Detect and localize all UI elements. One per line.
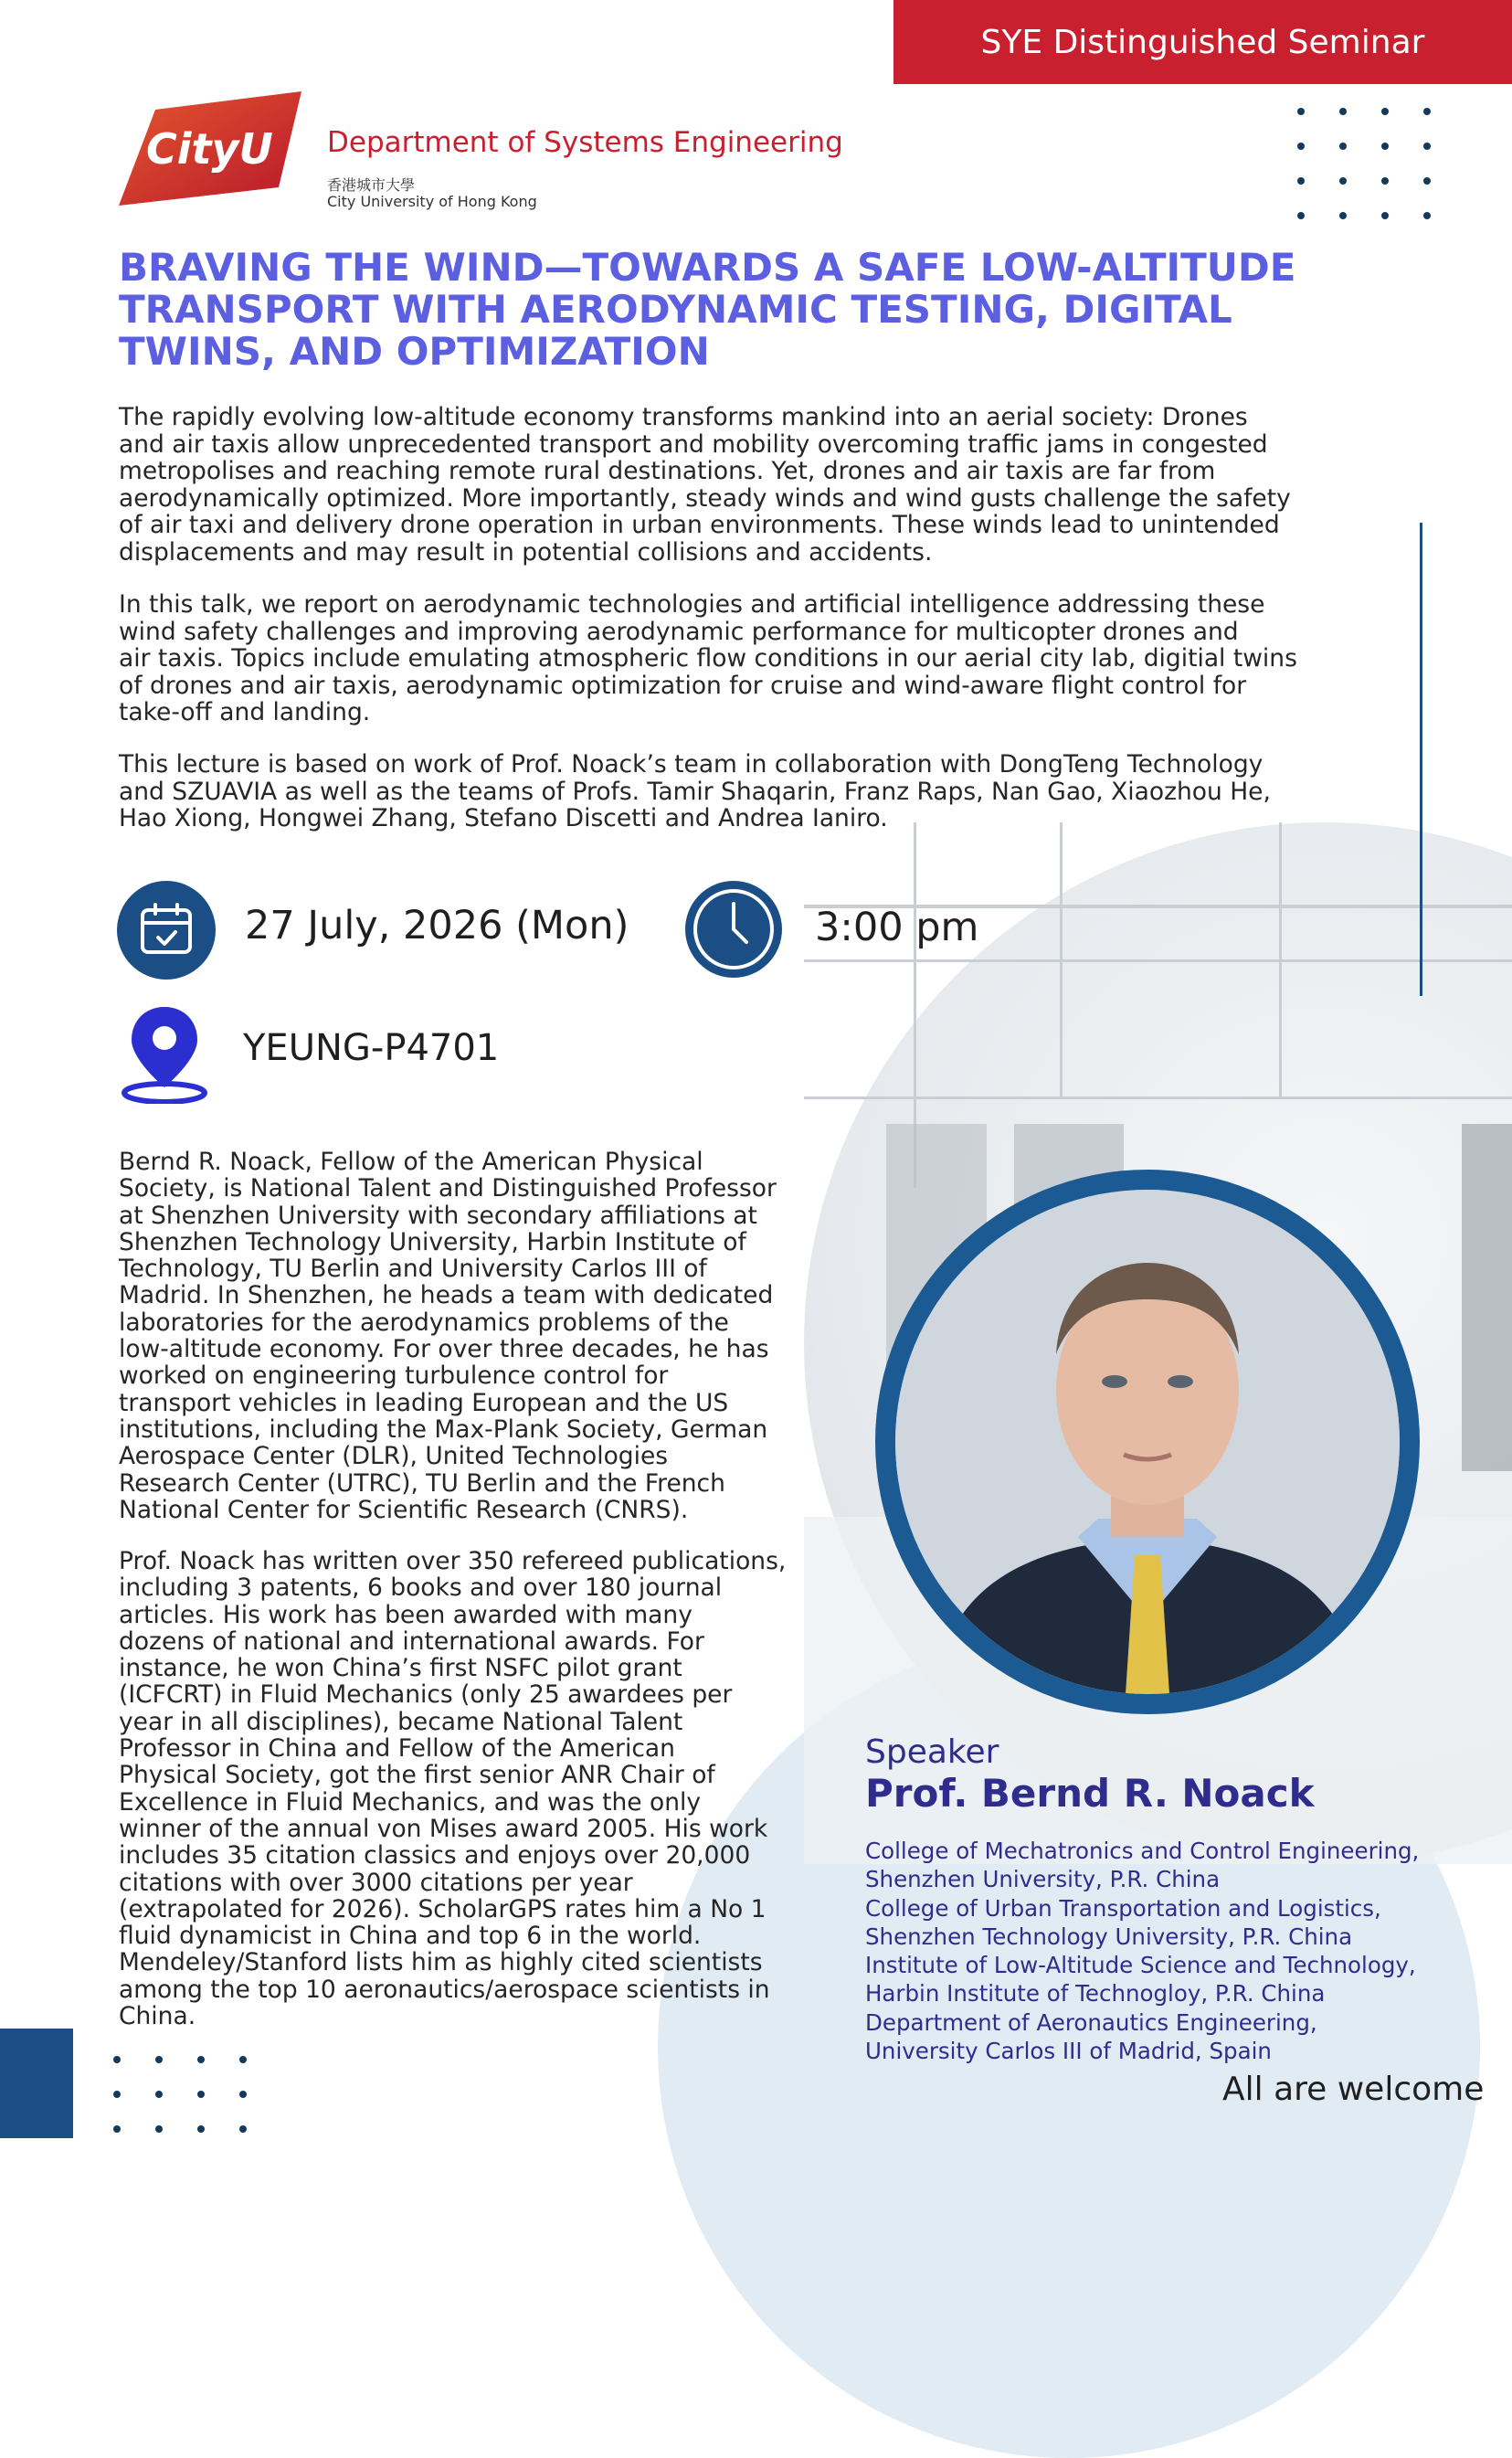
text-line: Hao Xiong, Hongwei Zhang, Stefano Discetti and Andrea Ianiro.	[119, 804, 888, 832]
text-line: Madrid. In Shenzhen, he heads a team with dedicated	[119, 1281, 774, 1310]
title-line: TWINS, AND OPTIMIZATION	[119, 329, 710, 374]
title-line: TRANSPORT WITH AERODYNAMIC TESTING, DIGITAL	[119, 287, 1232, 332]
bio-paragraph-1	[119, 1149, 841, 1523]
cityu-logo	[119, 91, 306, 206]
department-name: Department of Systems Engineering	[327, 126, 843, 159]
abstract-paragraph-3	[119, 751, 1398, 832]
text-line: air taxis. Topics include emulating atmospheric flow conditions in our aerial city lab, digitial twins	[119, 644, 1297, 673]
logo-text: CityU	[146, 124, 273, 174]
decorative-dot-grid-bottom	[113, 2056, 247, 2133]
speaker-photo	[895, 1190, 1400, 1694]
text-line: Society, is National Talent and Distinguished Professor	[119, 1174, 777, 1203]
abstract-paragraph-1	[119, 404, 1398, 566]
text-line: and air taxis allow unprecedented transport and mobility overcoming traffic jams in congested	[119, 429, 1268, 459]
text-line: among the top 10 aeronautics/aerospace scientists in	[119, 1975, 770, 2004]
text-line: In this talk, we report on aerodynamic technologies and artificial intelligence addressing these	[119, 590, 1265, 619]
text-line: of air taxi and delivery drone operation in urban environments. These winds lead to unintended	[119, 511, 1280, 539]
affiliation-line: Department of Aeronautics Engineering,	[865, 2008, 1317, 2036]
affiliation-line: College of Mechatronics and Control Engineering,	[865, 1838, 1420, 1864]
text-line: Research Center (UTRC), TU Berlin and the French	[119, 1468, 725, 1498]
text-line: and SZUAVIA as well as the teams of Profs. Tamir Shaqarin, Franz Raps, Nan Gao, Xiaozhou He,	[119, 777, 1271, 806]
text-line: year in all disciplines), became National Talent	[119, 1707, 683, 1736]
affiliation-line: University Carlos III of Madrid, Spain	[865, 2038, 1272, 2065]
affiliation-line: Institute of Low-Altitude Science and Technology,	[865, 1952, 1416, 1979]
text-line: take-off and landing.	[119, 698, 371, 726]
text-line: at Shenzhen University with secondary affiliations at	[119, 1201, 757, 1230]
welcome-note: All are welcome	[1222, 2071, 1485, 2108]
text-line: institutions, including the Max-Plank Society, German	[119, 1414, 768, 1444]
text-line: Technology, TU Berlin and University Carlos III of	[119, 1255, 707, 1284]
text-line: including 3 patents, 6 books and over 180 journal	[119, 1573, 723, 1603]
text-line: wind safety challenges and improving aerodynamic performance for multicopter drones and	[119, 617, 1239, 646]
affiliation-line: Shenzhen Technology University, P.R. China	[865, 1923, 1353, 1950]
seminar-title	[119, 247, 1334, 373]
event-venue: YEUNG-P4701	[243, 1027, 500, 1069]
location-pin-icon	[119, 1003, 210, 1104]
text-line: articles. His work has been awarded with many	[119, 1600, 693, 1629]
event-date: 27 July, 2026 (Mon)	[245, 903, 629, 948]
seminar-banner: SYE Distinguished Seminar	[893, 0, 1512, 84]
event-time: 3:00 pm	[815, 905, 979, 950]
text-line: metropolises and reaching remote rural destinations. Yet, drones and air taxis are far from	[119, 457, 1216, 485]
speaker-photo-frame	[875, 1170, 1420, 1714]
text-line: citations with over 3000 citations per year	[119, 1868, 633, 1897]
decorative-vertical-line	[1420, 523, 1422, 996]
text-line: worked on engineering turbulence control for	[119, 1361, 669, 1391]
calendar-icon	[117, 881, 216, 980]
text-line: Physical Society, got the first senior ANR Chair of	[119, 1761, 715, 1790]
university-name-chinese: 香港城市大學	[327, 176, 416, 194]
text-line: National Center for Scientific Research (CNRS).	[119, 1495, 689, 1524]
clock-icon	[685, 881, 782, 978]
title-line: BRAVING THE WIND—TOWARDS A SAFE LOW-ALTITUDE	[119, 245, 1296, 290]
text-line: The rapidly evolving low-altitude economy transforms mankind into an aerial society: Drones	[119, 403, 1248, 431]
text-line: of drones and air taxis, aerodynamic optimization for cruise and wind-aware flight control for	[119, 671, 1247, 700]
text-line: China.	[119, 2002, 196, 2031]
speaker-name: Prof. Bernd R. Noack	[865, 1771, 1315, 1816]
affiliation-line: Harbin Institute of Technogloy, P.R. China	[865, 1980, 1326, 2008]
text-line: instance, he won China’s first NSFC pilot grant	[119, 1654, 682, 1683]
text-line: winner of the annual von Mises award 2005. His work	[119, 1814, 768, 1843]
text-line: Excellence in Fluid Mechanics, and was the only	[119, 1787, 702, 1817]
text-line: aerodynamically optimized. More importantly, steady winds and wind gusts challenge the safety	[119, 483, 1291, 513]
text-line: (ICFCRT) in Fluid Mechanics (only 25 awardees per	[119, 1680, 733, 1710]
decorative-corner-bar	[0, 2029, 73, 2138]
text-line: (extrapolated for 2026). ScholarGPS rates him a No 1	[119, 1894, 767, 1923]
text-line: transport vehicles in leading European and the US	[119, 1388, 729, 1417]
text-line: Prof. Noack has written over 350 refereed publications,	[119, 1547, 787, 1575]
affiliation-line: Shenzhen University, P.R. China	[865, 1866, 1221, 1893]
text-line: displacements and may result in potential collisions and accidents.	[119, 537, 933, 567]
text-line: laboratories for the aerodynamics problems of the	[119, 1308, 729, 1337]
text-line: Shenzhen Technology University, Harbin Institute of	[119, 1227, 746, 1256]
abstract-paragraph-2	[119, 591, 1398, 726]
text-line: fluid dynamicist in China and top 6 in the world.	[119, 1922, 702, 1951]
text-line: Aerospace Center (DLR), United Technologies	[119, 1442, 669, 1471]
university-name-english: City University of Hong Kong	[327, 193, 537, 210]
text-line: dozens of national and international awards. For	[119, 1626, 704, 1656]
bio-paragraph-2	[119, 1548, 841, 2029]
text-line: This lecture is based on work of Prof. Noack’s team in collaboration with DongTeng Technology	[119, 750, 1264, 779]
text-line: low-altitude economy. For over three decades, he has	[119, 1335, 769, 1364]
speaker-label: Speaker	[865, 1733, 999, 1771]
speaker-affiliations	[865, 1837, 1505, 2065]
affiliation-line: College of Urban Transportation and Logistics,	[865, 1894, 1381, 1922]
decorative-dot-grid-top	[1297, 108, 1431, 219]
text-line: Mendeley/Stanford lists him as highly cited scientists	[119, 1948, 763, 1977]
text-line: Bernd R. Noack, Fellow of the American Physical	[119, 1148, 703, 1176]
text-line: Professor in China and Fellow of the American	[119, 1734, 675, 1764]
text-line: includes 35 citation classics and enjoys over 20,000	[119, 1841, 751, 1870]
